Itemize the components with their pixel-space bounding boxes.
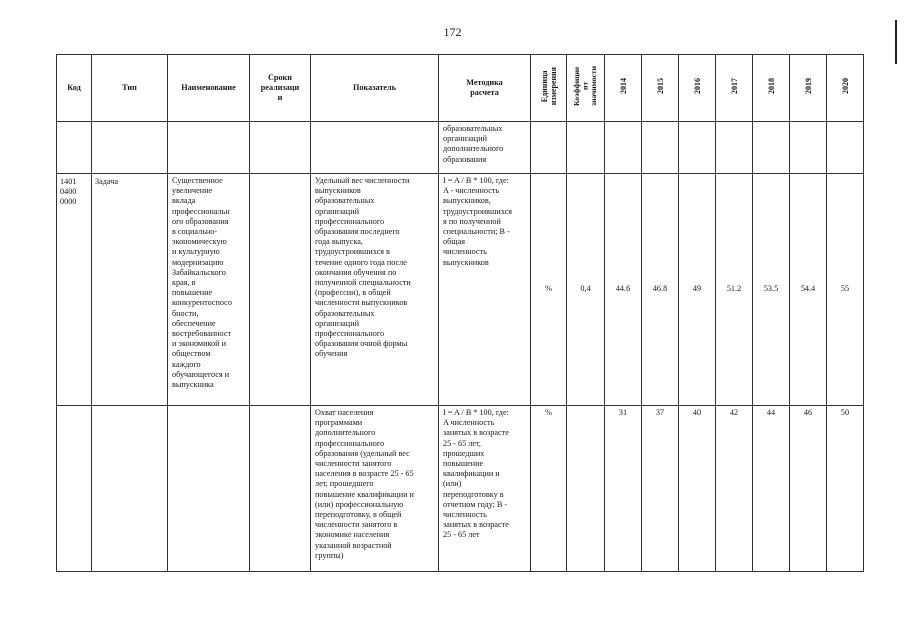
cell-name <box>168 174 250 406</box>
cell-2015: 37 <box>642 406 679 572</box>
cell-deadline <box>250 122 311 174</box>
cell-unit <box>531 122 567 174</box>
cell-2017 <box>716 122 753 174</box>
cell-2020 <box>827 122 864 174</box>
header-year-2016 <box>679 55 716 122</box>
cell-2015: 46.8 <box>642 174 679 406</box>
header-year-2019 <box>790 55 827 122</box>
year-label: 2015 <box>655 78 665 95</box>
cell-code <box>57 174 92 406</box>
method-text: I = A / B * 100, где: A численность занятых в возрасте 25 - 65 лет, прошедших повышение квалификации и (или) переподготовку в отчетном году; B - численность занятых в возрасте 25 - 65 лет <box>443 408 509 540</box>
cell-type <box>92 122 168 174</box>
cell-name <box>168 122 250 174</box>
cell-indicator <box>311 406 439 572</box>
header-coef <box>567 55 605 122</box>
cell-unit: % <box>531 406 567 572</box>
cell-method <box>439 406 531 572</box>
cell-2018: 44 <box>753 406 790 572</box>
cell-method <box>439 122 531 174</box>
cell-2018 <box>753 122 790 174</box>
table-row <box>57 174 864 406</box>
cell-2018: 53.5 <box>753 174 790 406</box>
header-coef-text: Коэффицие нт значимости <box>571 66 598 107</box>
cell-2016: 40 <box>679 406 716 572</box>
cell-2019: 46 <box>790 406 827 572</box>
header-name: Наименование <box>168 55 250 122</box>
cell-2016: 49 <box>679 174 716 406</box>
header-type: Тип <box>92 55 168 122</box>
cell-deadline <box>250 406 311 572</box>
year-label: 2014 <box>618 78 628 95</box>
cell-code <box>57 406 92 572</box>
cell-2014: 44.6 <box>605 174 642 406</box>
header-year-2017 <box>716 55 753 122</box>
year-label: 2016 <box>692 78 702 95</box>
header-code: Код <box>57 55 92 122</box>
header-indicator: Показатель <box>311 55 439 122</box>
header-year-2020 <box>827 55 864 122</box>
cell-coef <box>567 122 605 174</box>
cell-2014 <box>605 122 642 174</box>
header-method <box>439 55 531 122</box>
table-row <box>57 122 864 174</box>
page-number: 172 <box>443 25 462 39</box>
cell-type <box>92 174 168 406</box>
cell-2019 <box>790 122 827 174</box>
cell-2016 <box>679 122 716 174</box>
cell-2015 <box>642 122 679 174</box>
cell-coef: 0,4 <box>567 174 605 406</box>
method-text: I = A / B * 100, где: A - численность выпускников, трудоустроившихся я по полученной специальности; B - общая численность выпускников <box>443 176 512 267</box>
cell-type <box>92 406 168 572</box>
indicator-text: Удельный вес численности выпускников образовательных организаций профессионального образования последнего года выпуска, трудоустроившихся в течение одного года после окончания обучения по полученной специальности (профессии), в общей численности выпускников образовательных организаций профессионального образования очной формы обучения <box>315 176 411 359</box>
code-text: 1401 0400 0000 <box>60 177 77 207</box>
indicators-table <box>56 54 864 572</box>
header-unit-text: Единица измерения <box>539 67 558 106</box>
year-label: 2020 <box>840 78 850 95</box>
binding-mark <box>895 20 897 64</box>
header-row <box>57 55 864 122</box>
type-text: Задача <box>95 177 118 186</box>
header-unit <box>531 55 567 122</box>
header-year-2018 <box>753 55 790 122</box>
cell-2017: 51.2 <box>716 174 753 406</box>
cell-coef <box>567 406 605 572</box>
year-label: 2017 <box>729 78 739 95</box>
cell-name <box>168 406 250 572</box>
name-text: Существенное увеличение вклада профессиональн ого образования в социально- экономическую и культурную модернизацию Забайкальского края, в повышение конкурентоспосо бности, обеспечение востребованност и экономикой и обществом каждого обучающегося и выпускника <box>172 176 232 390</box>
table-row <box>57 406 864 572</box>
cell-indicator <box>311 122 439 174</box>
header-method-text: Методика расчета <box>466 77 503 97</box>
cell-2014: 31 <box>605 406 642 572</box>
header-deadline <box>250 55 311 122</box>
cell-2019: 54.4 <box>790 174 827 406</box>
year-label: 2018 <box>766 78 776 95</box>
cell-2020: 50 <box>827 406 864 572</box>
year-label: 2019 <box>803 78 813 95</box>
cell-code <box>57 122 92 174</box>
header-year-2014 <box>605 55 642 122</box>
header-year-2015 <box>642 55 679 122</box>
cell-indicator <box>311 174 439 406</box>
method-text: образовательных организаций дополнительного образования <box>443 124 504 164</box>
cell-2020: 55 <box>827 174 864 406</box>
header-deadline-text: Сроки реализаци и <box>260 72 300 103</box>
cell-2017: 42 <box>716 406 753 572</box>
cell-method <box>439 174 531 406</box>
cell-unit: % <box>531 174 567 406</box>
indicator-text: Охват населения программами дополнительного профессионального образования (удельный вес численности занятого населения в возрасте 25 - 65 лет, прошедшего повышение квалификации и (или) профессиональную переподготовку, в общей численности занятого в экономике населения указанной возрастной группы) <box>315 408 414 560</box>
cell-deadline <box>250 174 311 406</box>
